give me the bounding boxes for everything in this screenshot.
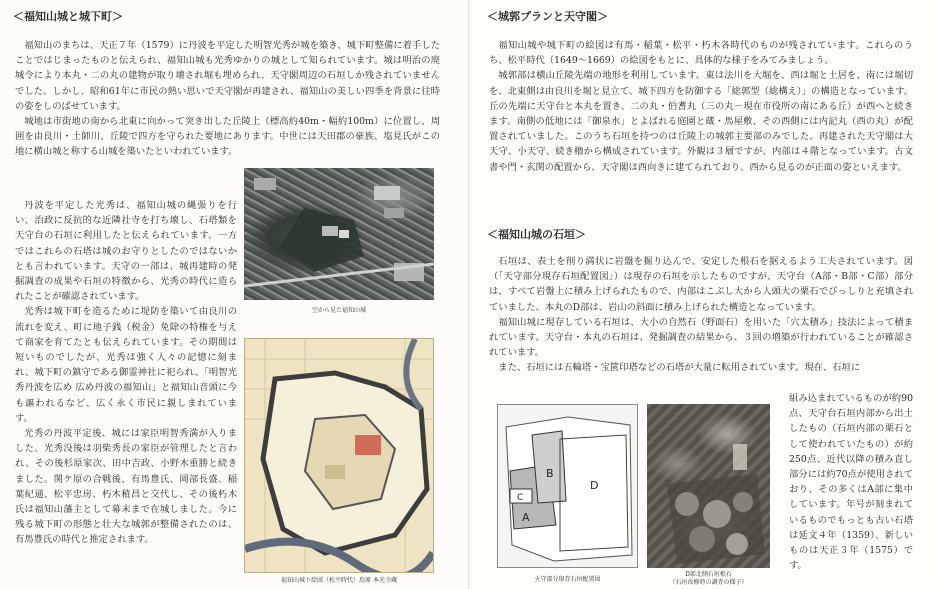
paragraph-wall-stupas-rest: 組み込まれているものが約90点、天守台石垣内部から出土したもの（石垣内部の栗石として使われていたもの）が約250点、近代以降の積み直し部分には約70点が使用されており、その多くはA部に集中しています。年号が刻まれているものでもっとも古い石塔は延文４年（1359）、新しいものは天正３年（1575）です。 — [789, 393, 913, 572]
paragraph-wall-technique: 福知山城に現存している石垣は、大小の自然石（野面石）を用いた「穴太積み」技法によって積まれています。天守台・本丸の石垣は、発掘調査の結果から、３回の増築が行われていることが確認されています。 — [489, 316, 913, 359]
section-title-castle-layout: ＜城郭プランと天守閣＞ — [487, 10, 608, 23]
paragraph-history: 福知山のまちは、天正７年（1579）に丹波を平定した明智光秀が城を築き、城下町整備に着手したことではじまったものと伝えられ、福知山城も光秀ゆかりの城として知られています。城は明治の廃城令により本丸・二の丸の建物が取り壊され堀も埋められ、天守閣周辺の石垣しか残されていませんでした。しかし、昭和61年に市民の熱い思いで天守閣が再建され、福知山の美しい四季を背景に往時の姿をしのばせています。 — [15, 40, 440, 112]
section-title-stone-walls: ＜福知山城の石垣＞ — [487, 228, 586, 241]
paragraph-mitsuhide: 丹波を平定した光秀は、福知山城の縄張りを行い、治政に反抗的な近隣社寺を打ち壊し、石塔類を天守台の石垣に利用したと伝えられています。一方ではこれらの石塔は城のお守りとしたのではないかとも言われています。天守の一部は、城再建時の発掘調査の成果や石垣の特徴から、光秀の時代に造られたことが確認されています。 — [15, 200, 237, 303]
excavation-caption-1: D部北側石垣根石 — [685, 571, 732, 578]
paragraph-wall-construction: 石垣は、表土を削り満状に岩盤を掘り込んで、安定した根石を据えるよう工夫されています。図（「天守部分現存石垣配置図」）は現存の石垣を示したものですが、天守台（A部・B部・C部）部分は、すべて岩盤上に積み上げられたもので、内部はこぶし大から人頭大の栗石でびっしりと充填されていました。本丸のD部は、岩山の斜面に積み上げられた構造となっています。 — [489, 256, 913, 313]
paragraph-maps: 福知山城や城下町の絵図は有馬・稲葉・松平・朽木各時代のものが残されています。これらのうち、松平時代（1649～1669）の絵図をもとに、具体的な様子をみてみましょう。 — [489, 40, 913, 67]
wall-diagram-caption: 天守部分現存石垣配置図 — [534, 576, 601, 583]
aerial-castle-photo — [244, 168, 434, 300]
section-title-castle-town: ＜福知山城と城下町＞ — [13, 10, 123, 23]
castle-map-art — [245, 339, 433, 572]
paragraph-lords: 光秀の丹波平定後、城には家臣明智秀満が入りました。光秀没後は羽柴秀長の家臣が管理したと言われ、その後杉原家次、田中吉政、小野木重勝と続きました。関ケ原の合戦後、有馬豊氏、岡部長盛、稲葉紀通、松平忠房、朽木稙昌と交代し、その後朽木氏は福知山藩主として幕末まで在城しました。今に残る城下町の形態と壮大な城郭が整備されたのは、有馬豊氏の時代と推定されます。 — [15, 428, 237, 546]
layout-text-block — [489, 38, 913, 175]
narrow-text-block — [15, 198, 237, 548]
diagram-label-d: D — [590, 479, 599, 492]
paragraph-castle-town: 光秀は城下町を造るために堤防を築いて由良川の流れを変え、町に地子銭（税金）免除の特権を与えて商家を育てたとも伝えられています。その期間は短いものでしたが、光秀は強く人々の記憶に刻まれ、城下町の鎮守である御霊神社に祀られ、「明智光秀丹波を広め 広め丹波の福知山」と福知山音頭に今も謳われるなど、広く永く市民に親しまれています。 — [15, 306, 237, 424]
aerial-photo-art — [244, 168, 434, 300]
diagram-label-a: A — [522, 511, 530, 524]
diagram-label-b: B — [546, 467, 554, 480]
castle-map-caption: 福知山城下絵図（松平時代）島原 本光寺蔵 — [281, 577, 397, 584]
intro-text-block — [15, 38, 440, 160]
diagram-label-c: C — [517, 493, 524, 503]
paragraph-wall-stupas-lead: また、石垣には五輪塔・宝篋印塔などの石塔が大量に転用されています。現在、石垣に — [498, 362, 861, 374]
stone-wall-diagram — [497, 404, 638, 568]
wall-diagram-art — [498, 405, 637, 567]
paragraph-location: 城地は市街地の南から北東に向かって突き出した丘陵上（標高約40m・幅約100m）に位置し、周囲を由良川・土師川、丘陵で四方を守られた要地にあります。中世には天田郡の豪族、塩見氏がこの地に横山城と称する山城を築いたといわれています。 — [15, 116, 440, 158]
paragraph-structure: 城郭部は横山丘陵先端の地形を利用しています。東は法川を大堀を、西は堀と土居を、南には堀切を、北東側は由良川を堀と見立て、城下四方を防御する「総郭型（総構え）」の構造となっています。丘の先端に天守台と本丸を置き、二の丸・伯耆丸（三の丸－現在市役所の南にある丘）が西へと続きます。南側の低地には「御泉水」とよばれる庭園と蔵・馬屋敷、その西側には内記丸（西の丸）が配置されていました。このうち石垣を持つのは丘陵上の城郭主要部のみでした。再建された天守閣は大天守、小天守、続き櫓から構成されています。外観は３層ですが、内部は４階となっています。古文書や門・玄関の配置から、天守閣は西向きに建てられており、西から見るのが正面の姿といえます。 — [489, 70, 913, 173]
wall-text-block — [489, 254, 913, 376]
excavation-photo — [647, 404, 770, 568]
castle-town-map — [244, 338, 434, 573]
excavation-photo-art — [647, 404, 770, 568]
wall-narrow-text — [789, 391, 913, 573]
excavation-caption-2: （石垣改修時の調査の様子） — [669, 579, 748, 586]
aerial-photo-caption: 空から見た福知山城 — [311, 307, 366, 314]
